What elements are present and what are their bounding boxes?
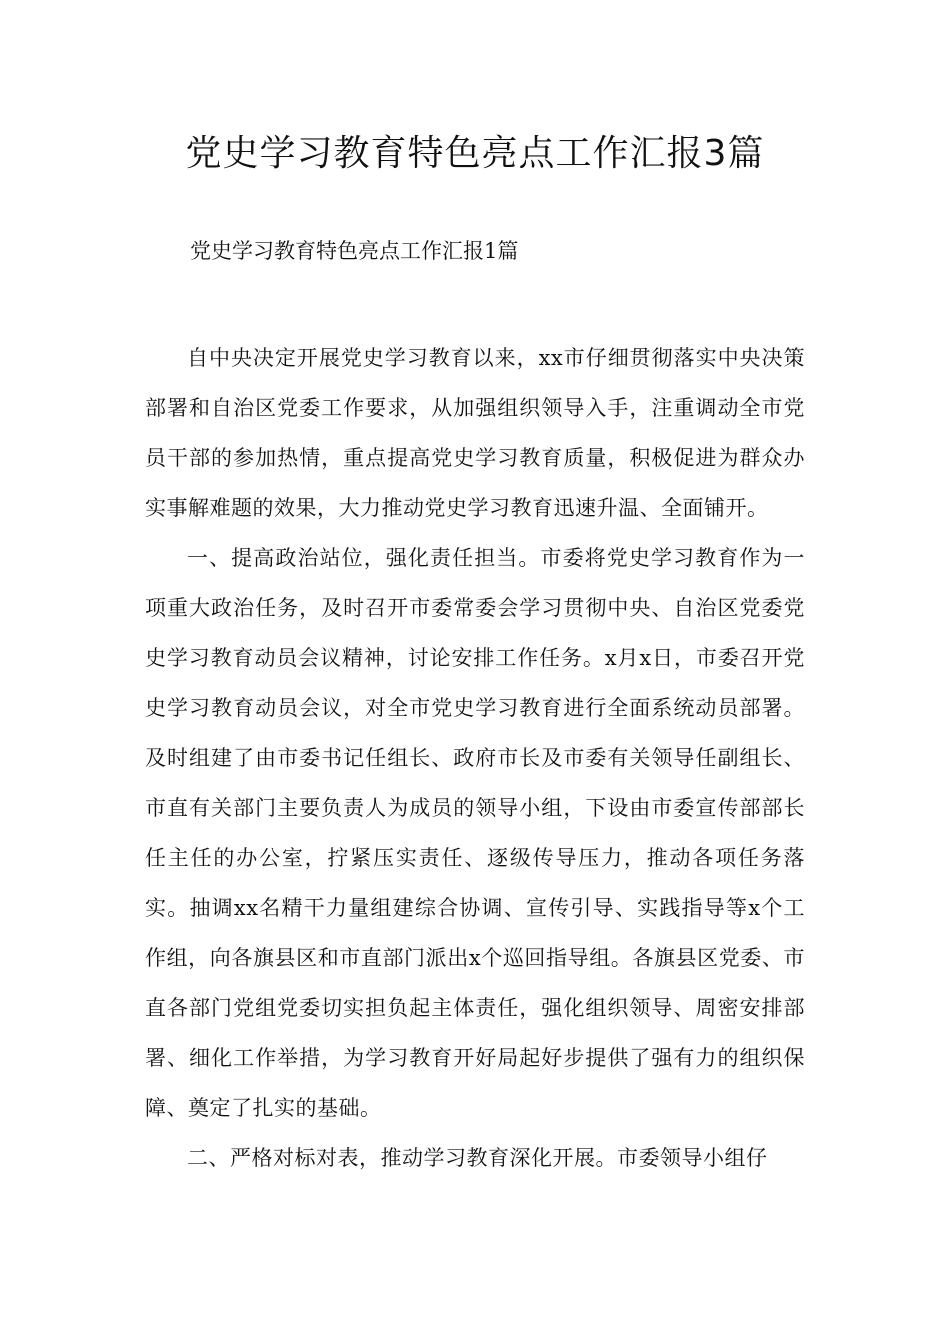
paragraph-section-one: 一、提高政治站位，强化责任担当。市委将党史学习教育作为一项重大政治任务，及时召开市委常委会学习贯彻中央、自治区党委党史学习教育动员会议精神，讨论安排工作任务。x月x日，市委召开党史学习教育动员会议，对全市党史学习教育进行全面系统动员部署。及时组建了由市委书记任组长、政府市长及市委有关领导任副组长、市直有关部门主要负责人为成员的领导小组，下设由市委宣传部部长任主任的办公室，拧紧压实责任、逐级传导压力，推动各项任务落实。抽调xx名精干力量组建综合协调、宣传引导、实践指导等x个工作组，向各旗县区和市直部门派出x个巡回指导组。各旗县区党委、市直各部门党组党委切实担负起主体责任，强化组织领导、周密安排部署、细化工作举措，为学习教育开好局起好步提供了强有力的组织保障、奠定了扎实的基础。 <box>145 546 805 1120</box>
paragraph-section-two: 二、严格对标对表，推动学习教育深化开展。市委领导小组仔 <box>187 1146 768 1170</box>
document-subtitle: 党史学习教育特色亮点工作汇报1篇 <box>190 239 519 263</box>
document-body <box>145 333 805 1183</box>
paragraph-intro: 自中央决定开展党史学习教育以来，xx市仔细贯彻落实中央决策部署和自治区党委工作要求，从加强组织领导入手，注重调动全市党员干部的参加热情，重点提高党史学习教育质量，积极促进为群众办实事解难题的效果，大力推动党史学习教育迅速升温、全面铺开。 <box>145 346 805 520</box>
document-title: 党史学习教育特色亮点工作汇报3篇 <box>185 133 765 174</box>
